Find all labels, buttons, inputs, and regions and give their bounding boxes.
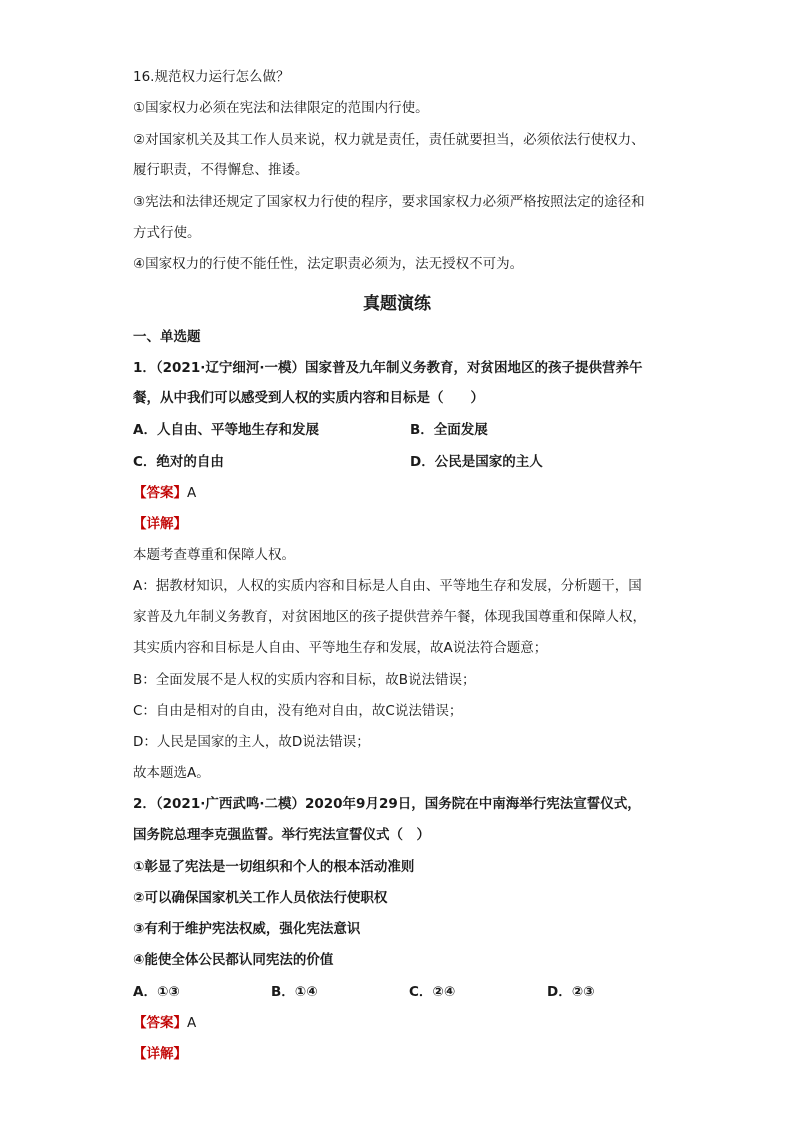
q2-stem-line-2: 国务院总理李克强监誓。举行宪法宣誓仪式（ ） <box>133 827 430 843</box>
section-16-point-4: ④国家权力的行使不能任性，法定职责必须为，法无授权不可为。 <box>133 256 524 272</box>
q2-answer-tag: 【答案】 <box>133 1015 187 1031</box>
section-16-point-1: ①国家权力必须在宪法和法律限定的范围内行使。 <box>133 100 429 116</box>
section-heading: 真题演练 <box>363 294 431 314</box>
q1-detail-tag: 【详解】 <box>133 516 187 532</box>
q1-stem-line-2: 餐，从中我们可以感受到人权的实质内容和目标是（ ） <box>133 390 484 406</box>
q2-option-d: D．②③ <box>547 984 595 1000</box>
q1-detail-4: C：自由是相对的自由，没有绝对自由，故C说法错误； <box>133 703 463 719</box>
q1-detail-2b: 家普及九年制义务教育，对贫困地区的孩子提供营养午餐，体现我国尊重和保障人权， <box>133 609 646 625</box>
q2-option-c: C．②④ <box>409 984 456 1000</box>
q1-detail-5: D：人民是国家的主人，故D说法错误； <box>133 734 370 750</box>
q2-statement-1: ①彰显了宪法是一切组织和个人的根本活动准则 <box>133 859 415 875</box>
subheading: 一、单选题 <box>133 329 201 345</box>
section-16-title: 16.规范权力运行怎么做？ <box>133 69 290 85</box>
q1-detail-3: B：全面发展不是人权的实质内容和目标，故B说法错误； <box>133 672 476 688</box>
q2-statement-3: ③有利于维护宪法权威，强化宪法意识 <box>133 921 361 937</box>
q2-stem-line-1: 2．（2021·广西武鸣·二模）2020年9月29日，国务院在中南海举行宪法宣誓仪式， <box>133 796 641 812</box>
q2-statement-2: ②可以确保国家机关工作人员依法行使职权 <box>133 890 388 906</box>
q1-option-b: B．全面发展 <box>410 422 488 438</box>
q1-option-c: C．绝对的自由 <box>133 454 224 470</box>
q1-option-d: D．公民是国家的主人 <box>410 454 543 470</box>
q1-detail-2a: A：据教材知识，人权的实质内容和目标是人自由、平等地生存和发展，分析题干，国 <box>133 578 642 594</box>
q1-option-a: A．人自由、平等地生存和发展 <box>133 422 319 438</box>
q2-statement-4: ④能使全体公民都认同宪法的价值 <box>133 952 334 968</box>
section-16-point-2a: ②对国家机关及其工作人员来说，权力就是责任，责任就要担当，必须依法行使权力、 <box>133 132 645 148</box>
q1-stem-line-1: 1．（2021·辽宁细河·一模）国家普及九年制义务教育，对贫困地区的孩子提供营养午 <box>133 360 643 376</box>
q1-answer-value: A <box>187 485 197 501</box>
q2-option-b: B．①④ <box>271 984 318 1000</box>
q1-detail-6: 故本题选A。 <box>133 765 210 781</box>
section-16-point-3b: 方式行使。 <box>133 225 201 241</box>
section-16-point-2b: 履行职责，不得懈怠、推诿。 <box>133 162 309 178</box>
q2-detail-row <box>133 1044 187 1064</box>
q1-answer-row <box>133 483 196 503</box>
section-16-point-3a: ③宪法和法律还规定了国家权力行使的程序，要求国家权力必须严格按照法定的途径和 <box>133 194 645 210</box>
q1-detail-2c: 其实质内容和目标是人自由、平等地生存和发展，故A说法符合题意； <box>133 640 548 656</box>
q1-detail-row <box>133 514 187 534</box>
q2-option-a: A．①③ <box>133 984 180 1000</box>
q1-detail-1: 本题考查尊重和保障人权。 <box>133 547 295 563</box>
q2-detail-tag: 【详解】 <box>133 1046 187 1062</box>
q2-answer-row <box>133 1013 196 1033</box>
q2-answer-value: A <box>187 1015 197 1031</box>
q1-answer-tag: 【答案】 <box>133 485 187 501</box>
